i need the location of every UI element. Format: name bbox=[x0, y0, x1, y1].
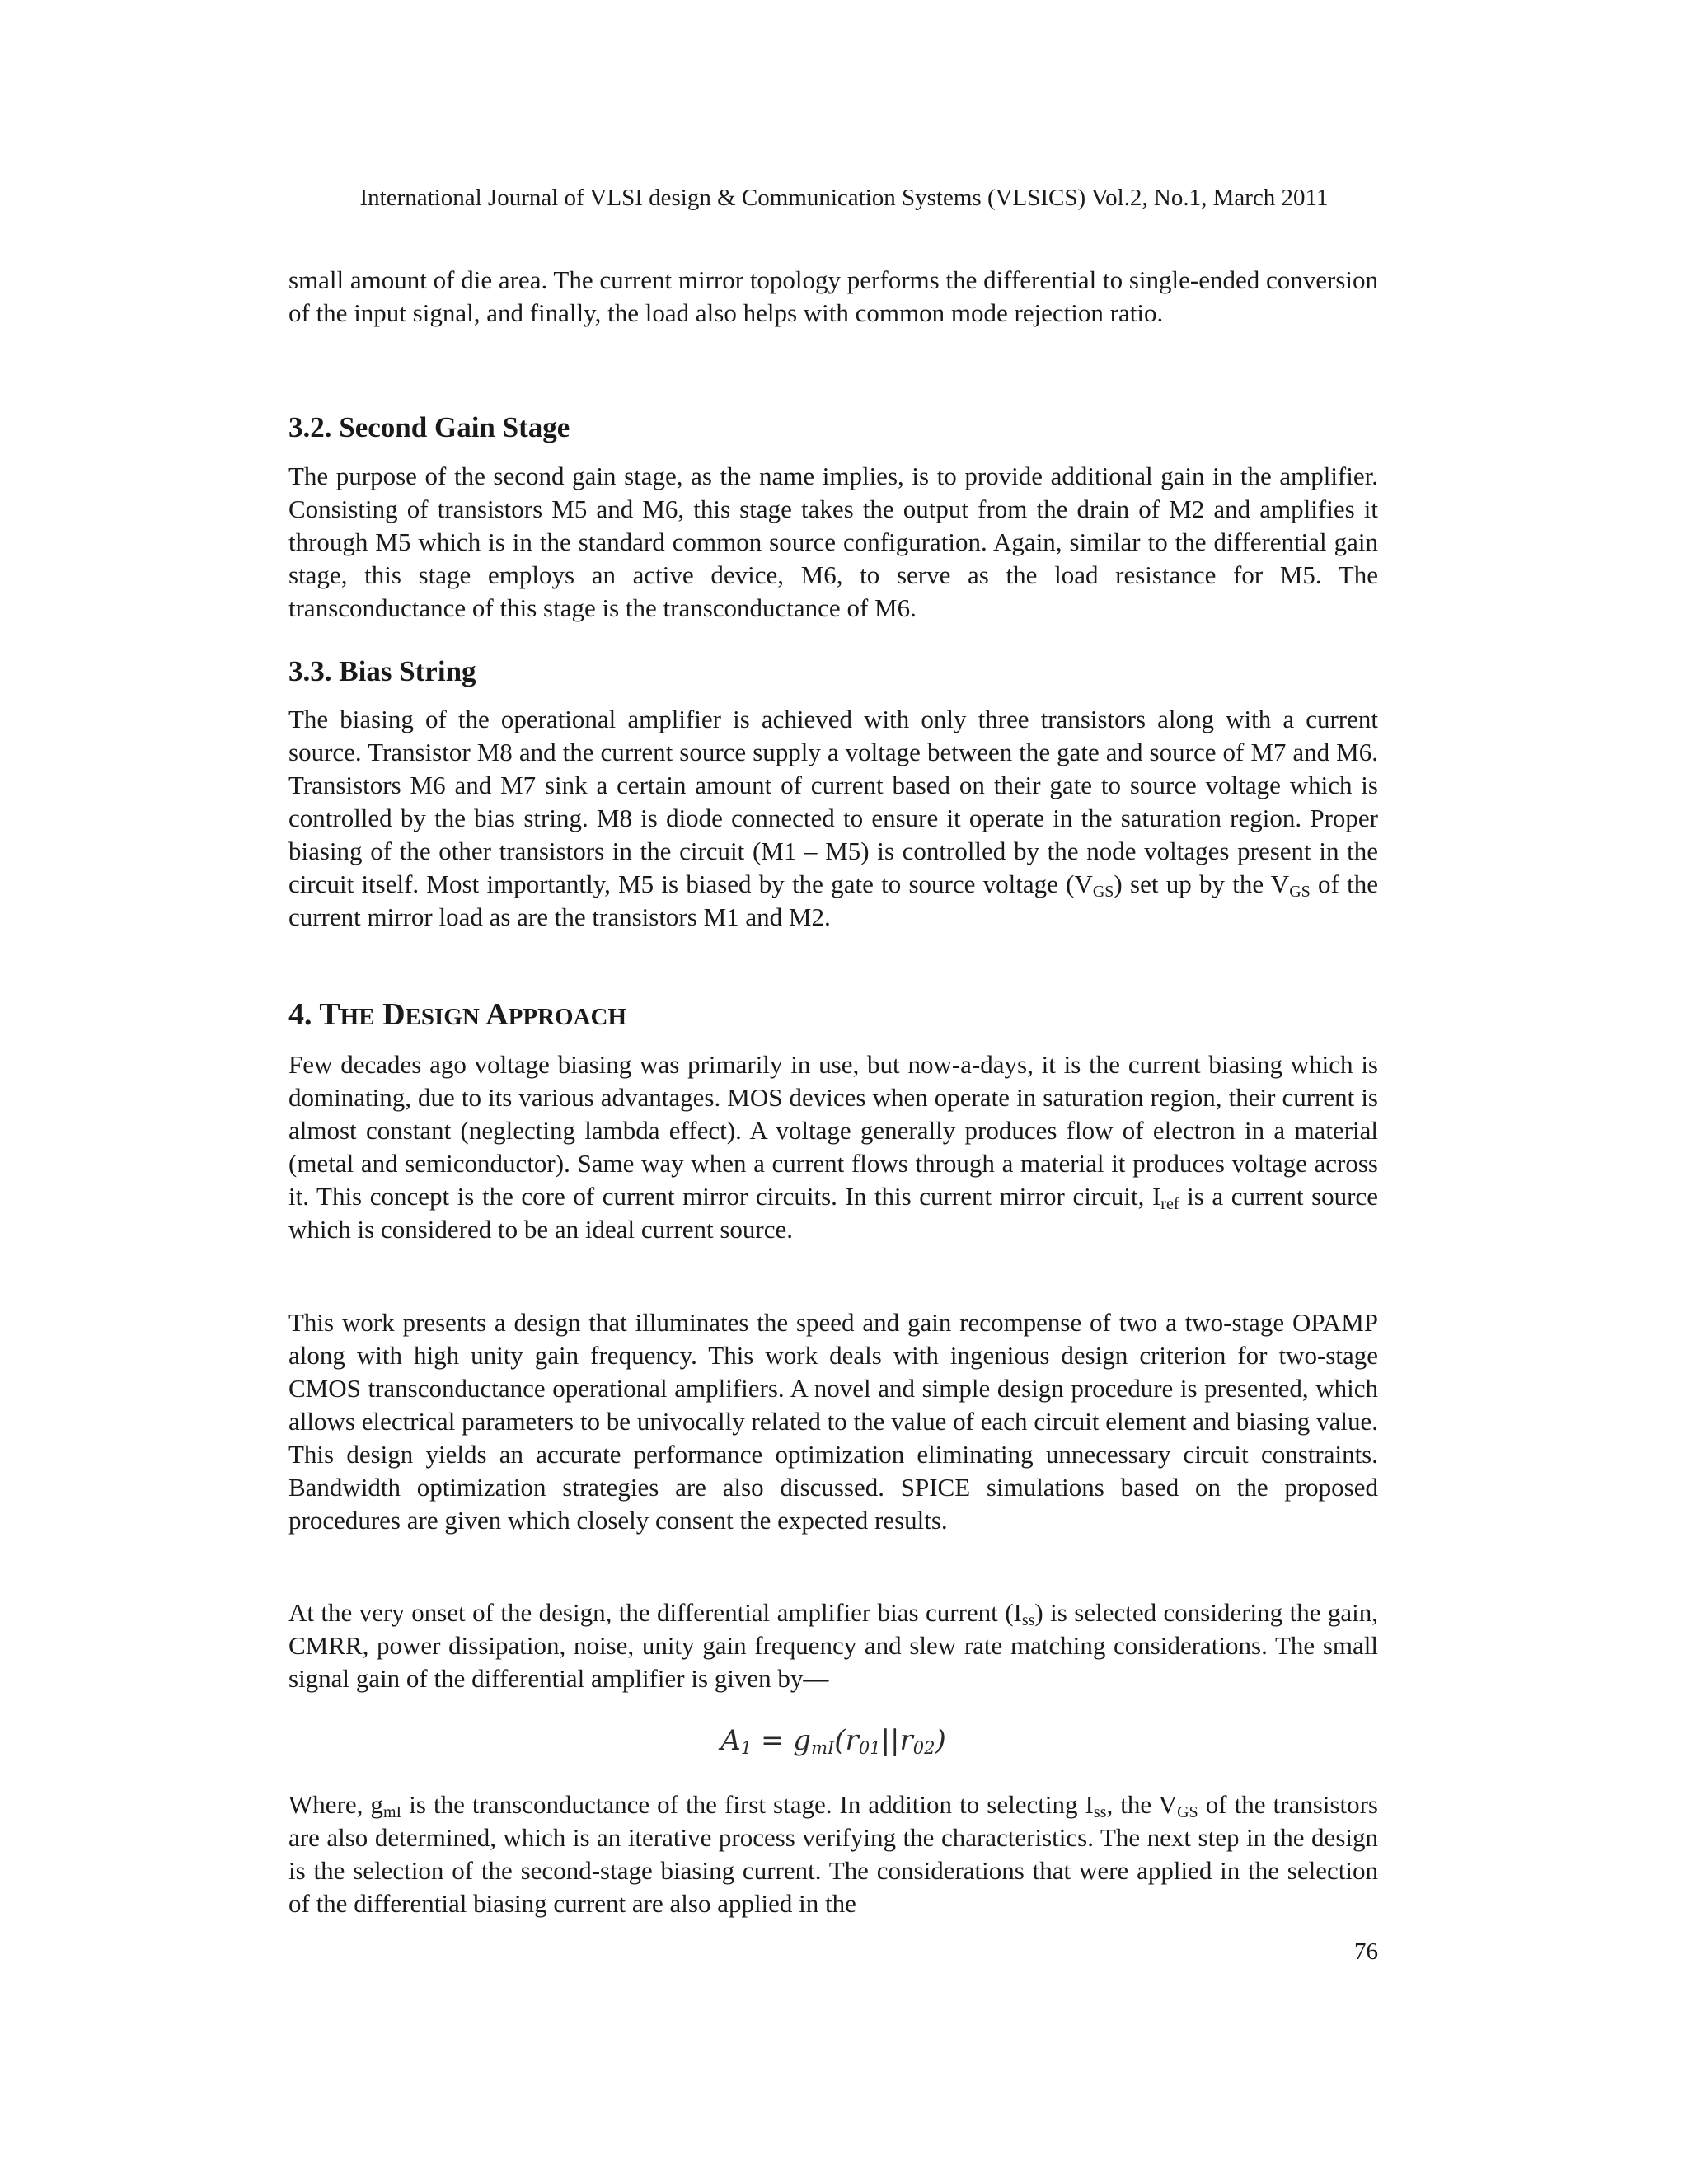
section-heading-3-2: 3.2. Second Gain Stage bbox=[288, 411, 570, 443]
paragraph-design-approach-1: Few decades ago voltage biasing was primarily in use, but now-a-days, it is the current biasing which is dominating, due to its various advantages. MOS devices when operate in saturation region, their current is almost constant (neglecting lambda effect). A voltage generally produces flow of electron in a material (metal and semiconductor). Same way when a current flows through a material it produces voltage across it. This concept is the core of current mirror circuits. In this current mirror circuit, $I_{ref}$ is a current source which is considered to be an ideal current source. bbox=[288, 1050, 1378, 1244]
paragraph-bias-string: The biasing of the operational amplifier is achieved with only three transistors along with a current source. Transistor M8 and the current source supply a voltage between the gate and source of M7 and M6. Transistors M6 and M7 sink a certain amount of current based on their gate to source voltage which is controlled by the bias string. M8 is diode connected to ensure it operate in the saturation region. Proper biasing of the other transistors in the circuit (M1 – M5) is controlled by the node voltages present in the circuit itself. Most importantly, M5 is biased by the gate to source voltage $(V_{GS})$ set up by the $V_{GS}$ of the current mirror load as are the transistors M1 and M2. bbox=[288, 705, 1378, 931]
paragraph-second-gain-stage: The purpose of the second gain stage, as the name implies, is to provide additional gain in the amplifier. Consisting of transistors M5 and M6, this stage takes the output from the drain of M2 and amplifies it through M5 which is in the standard common source configuration. Again, similar to the differential gain stage, this stage employs an active device, M6, to serve as the load resistance for M5. The transconductance of this stage is the transconductance of M6. bbox=[288, 462, 1378, 622]
running-header: International Journal of VLSI design & Communication Systems (VLSICS) Vol.2, No.1, March 2011 bbox=[359, 185, 1329, 211]
section-heading-4: 4. THE DESIGN APPROACH bbox=[288, 997, 627, 1032]
section-heading-3-3: 3.3. Bias String bbox=[288, 655, 476, 687]
gain-equation: $A_1 = g_{mI}(r_{01}||r_{02})$ bbox=[720, 1724, 946, 1758]
page-number: 76 bbox=[1354, 1938, 1378, 1965]
paragraph-design-approach-4: Where, $g_{mI}$ is the transconductance of the first stage. In addition to selecting $I_{ss}$, the $V_{GS}$ of the transistors are also determined, which is an iterative process verifying the characteristics. The next step in the design is the selection of the second-stage biasing current. The considerations that were applied in the selection of the differential biasing current are also applied in the bbox=[288, 1790, 1378, 1918]
paragraph-design-approach-2: This work presents a design that illuminates the speed and gain recompense of two a two-stage OPAMP along with high unity gain frequency. This work deals with ingenious design criterion for two-stage CMOS transconductance operational amplifiers. A novel and simple design procedure is presented, which allows electrical parameters to be univocally related to the value of each circuit element and biasing value. This design yields an accurate performance optimization eliminating unnecessary circuit constraints. Bandwidth optimization strategies are also discussed. SPICE simulations based on the proposed procedures are given which closely consent the expected results. bbox=[288, 1308, 1378, 1535]
intro-paragraph: small amount of die area. The current mirror topology performs the differential to single-ended conversion of the input signal, and finally, the load also helps with common mode rejection ratio. bbox=[288, 265, 1378, 327]
paragraph-design-approach-3: At the very onset of the design, the differential amplifier bias current $(I_{ss})$ is selected considering the gain, CMRR, power dissipation, noise, unity gain frequency and slew rate matching considerations. The small signal gain of the differential amplifier is given by— bbox=[288, 1598, 1378, 1693]
